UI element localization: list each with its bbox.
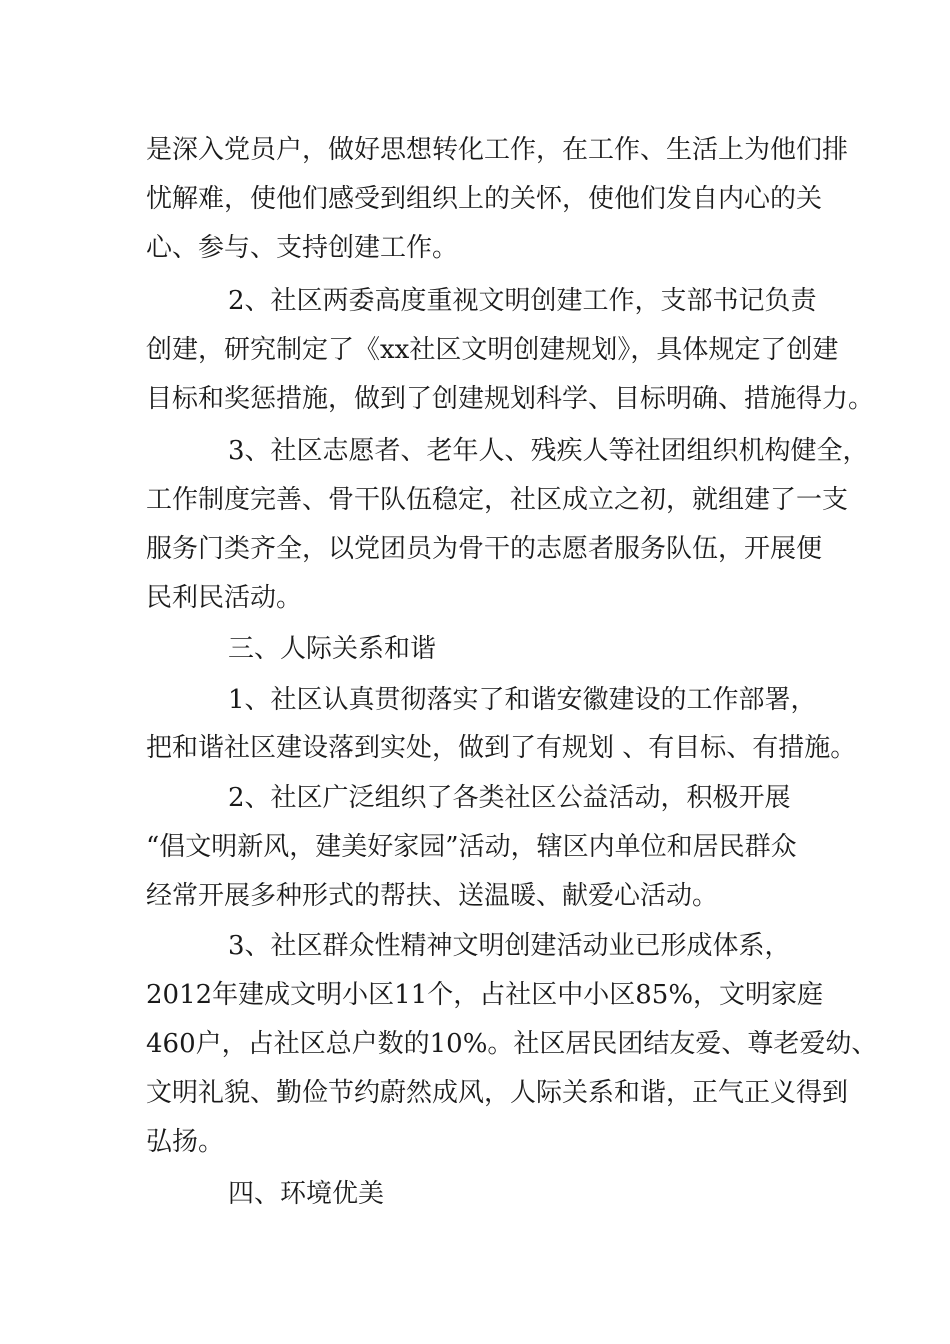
paragraph-line: 2、社区广泛组织了各类社区公益活动，积极开展 — [228, 783, 791, 813]
paragraph-line: 忧解难，使他们感受到组织上的关怀，使他们发自内心的关 — [146, 184, 823, 214]
paragraph-line: 把和谐社区建设落到实处，做到了有规划 、有目标、有措施。 — [146, 733, 857, 763]
paragraph-line: 工作制度完善、骨干队伍稳定，社区成立之初，就组建了一支 — [146, 485, 849, 515]
paragraph-line: 经常开展多种形式的帮扶、送温暖、献爱心活动。 — [146, 881, 719, 911]
paragraph-line: 是深入党员户，做好思想转化工作，在工作、生活上为他们排 — [146, 135, 849, 165]
paragraph-line: 目标和奖惩措施，做到了创建规划科学、目标明确、措施得力。 — [146, 384, 875, 414]
paragraph-line: 3、社区志愿者、老年人、残疾人等社团组织机构健全， — [228, 436, 869, 466]
paragraph-line: 文明礼貌、勤俭节约蔚然成风，人际关系和谐，正气正义得到 — [146, 1078, 849, 1108]
paragraph-line: “倡文明新风，建美好家园”活动，辖区内单位和居民群众 — [146, 832, 797, 862]
paragraph-line: 服务门类齐全，以党团员为骨干的志愿者服务队伍，开展便 — [146, 534, 823, 564]
paragraph-line: 民利民活动。 — [146, 583, 303, 613]
paragraph-line: 3、社区群众性精神文明创建活动业已形成体系， — [228, 931, 791, 961]
paragraph-line: 创建，研究制定了《xx社区文明创建规划》，具体规定了创建 — [146, 335, 839, 365]
paragraph-line: 2、社区两委高度重视文明创建工作，支部书记负责 — [228, 286, 817, 316]
paragraph-line: 1、社区认真贯彻落实了和谐安徽建设的工作部署， — [228, 685, 817, 715]
paragraph-line: 心、参与、支持创建工作。 — [146, 233, 459, 263]
paragraph-line: 弘扬。 — [146, 1127, 225, 1157]
section-heading: 四、环境优美 — [228, 1179, 385, 1209]
section-heading: 三、人际关系和谐 — [228, 634, 437, 664]
paragraph-line: 2012年建成文明小区11个，占社区中小区85%，文明家庭 — [146, 980, 824, 1010]
paragraph-line: 460户，占社区总户数的10%。社区居民团结友爱、尊老爱幼、 — [146, 1029, 878, 1059]
